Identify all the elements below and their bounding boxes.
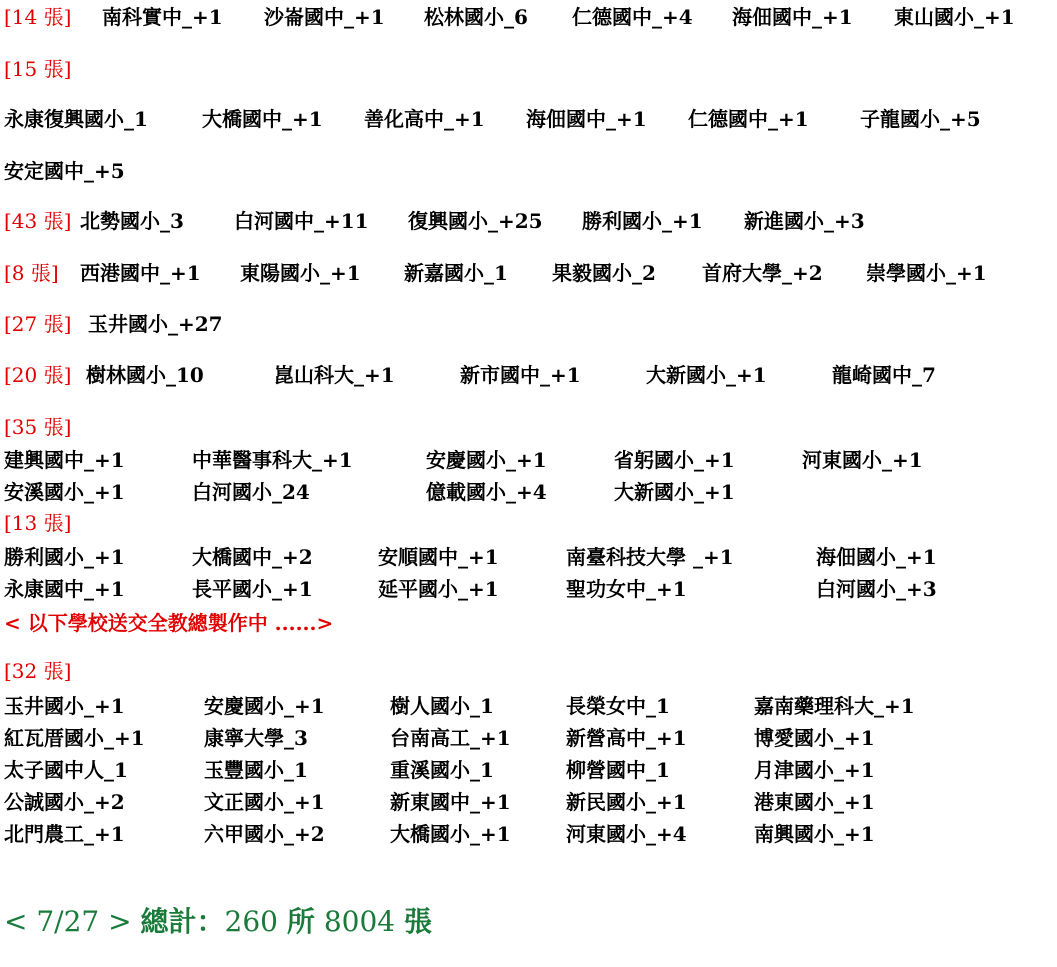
school-entry: 沙崙國中_+1 — [264, 5, 385, 29]
school-entry: 新進國小_+3 — [744, 209, 865, 233]
school-entry: 崑山科大_+1 — [274, 363, 395, 387]
school-entry: 白河國小_+3 — [816, 577, 937, 601]
school-entry: 大新國小_+1 — [646, 363, 767, 387]
school-entry: 康寧大學_3 — [204, 726, 308, 750]
school-entry: 南興國小_+1 — [754, 822, 875, 846]
school-entry: 仁德國中_+1 — [688, 107, 809, 131]
row-8 — [4, 260, 987, 286]
school-entry: 玉豐國小_1 — [204, 758, 308, 782]
card-unit: 張 — [403, 905, 432, 938]
row-15 — [4, 56, 71, 82]
school-entry: 樹林國小_10 — [86, 363, 204, 387]
row-32 — [4, 658, 71, 684]
school-entry: 博愛國小_+1 — [754, 726, 875, 750]
row-27 — [4, 311, 223, 337]
school-entry: 永康復興國小_1 — [4, 107, 148, 131]
total-label: 總計： — [140, 905, 225, 938]
school-entry: 新嘉國小_1 — [404, 261, 508, 285]
school-entry: 紅瓦厝國小_+1 — [4, 726, 145, 750]
school-entry: 公誠國小_+2 — [4, 790, 125, 814]
school-unit: 所 — [286, 905, 315, 938]
school-entry: 海佃國中_+1 — [526, 107, 647, 131]
page-indicator[interactable]: < 7/27 > — [4, 905, 132, 938]
school-entry: 西港國中_+1 — [80, 261, 201, 285]
school-entry: 安慶國小_+1 — [204, 694, 325, 718]
row-15-list-b — [4, 158, 125, 184]
school-entry: 安慶國小_+1 — [426, 448, 547, 472]
count-tag: [43 張] — [4, 209, 72, 233]
row-14 — [4, 4, 1015, 30]
school-entry: 六甲國小_+2 — [204, 822, 325, 846]
school-entry: 首府大學_+2 — [702, 261, 823, 285]
school-entry: 北勢國小_3 — [80, 209, 184, 233]
school-entry: 安定國中_+5 — [4, 159, 125, 183]
school-entry: 嘉南藥理科大_+1 — [754, 694, 915, 718]
school-entry: 重溪國小_1 — [390, 758, 494, 782]
school-entry: 玉井國小_+27 — [88, 312, 223, 336]
school-entry: 建興國中_+1 — [4, 448, 125, 472]
school-entry: 仁德國中_+4 — [572, 5, 693, 29]
school-entry: 玉井國小_+1 — [4, 694, 125, 718]
school-entry: 永康國中_+1 — [4, 577, 125, 601]
school-entry: 南臺科技大學 _+1 — [566, 545, 734, 569]
row-13 — [4, 510, 71, 536]
school-entry: 港東國小_+1 — [754, 790, 875, 814]
school-entry: 勝利國小_+1 — [582, 209, 703, 233]
school-entry: 大橋國中_+2 — [192, 545, 313, 569]
school-entry: 省躬國小_+1 — [614, 448, 735, 472]
school-entry: 月津國小_+1 — [754, 758, 875, 782]
row-43 — [4, 208, 865, 234]
school-entry: 復興國小_+25 — [408, 209, 543, 233]
count-tag: [35 張] — [4, 415, 72, 439]
school-entry: 河東國小_+1 — [802, 448, 923, 472]
school-entry: 白河國小_24 — [192, 480, 310, 504]
card-total: 8004 — [323, 905, 396, 938]
school-entry: 大橋國小_+1 — [390, 822, 511, 846]
school-entry: 白河國中_+11 — [234, 209, 369, 233]
row-20 — [4, 362, 936, 388]
school-entry: 東陽國小_+1 — [240, 261, 361, 285]
count-tag: [20 張] — [4, 363, 72, 387]
school-entry: 崇學國小_+1 — [866, 261, 987, 285]
count-tag: [15 張] — [4, 57, 72, 81]
school-entry: 松林國小_6 — [424, 5, 528, 29]
school-total: 260 — [224, 905, 278, 938]
school-entry: 大橋國中_+1 — [202, 107, 323, 131]
school-entry: 龍崎國中_7 — [832, 363, 936, 387]
school-entry: 新市國中_+1 — [460, 363, 581, 387]
school-entry: 勝利國小_+1 — [4, 545, 125, 569]
school-entry: 安順國中_+1 — [378, 545, 499, 569]
school-entry: 大新國小_+1 — [614, 480, 735, 504]
count-tag: [14 張] — [4, 5, 72, 29]
school-entry: 南科實中_+1 — [102, 5, 223, 29]
school-entry: 新營高中_+1 — [566, 726, 687, 750]
count-tag: [27 張] — [4, 312, 72, 336]
row-35 — [4, 414, 71, 440]
footer — [4, 900, 432, 940]
school-entry: 長平國小_+1 — [192, 577, 313, 601]
school-entry: 海佃國中_+1 — [732, 5, 853, 29]
school-entry: 樹人國小_1 — [390, 694, 494, 718]
school-entry: 文正國小_+1 — [204, 790, 325, 814]
school-entry: 果毅國小_2 — [552, 261, 656, 285]
school-entry: 中華醫事科大_+1 — [192, 448, 353, 472]
school-entry: 延平國小_+1 — [378, 577, 499, 601]
school-entry: 子龍國小_+5 — [860, 107, 981, 131]
school-entry: 億載國小_+4 — [426, 480, 547, 504]
count-tag: [13 張] — [4, 511, 72, 535]
school-entry: 新民國小_+1 — [566, 790, 687, 814]
count-tag: [32 張] — [4, 659, 72, 683]
school-entry: 聖功女中_+1 — [566, 577, 687, 601]
school-entry: 太子國中人_1 — [4, 758, 128, 782]
school-entry: 安溪國小_+1 — [4, 480, 125, 504]
school-entry: 長榮女中_1 — [566, 694, 670, 718]
count-tag: [8 張] — [4, 261, 59, 285]
school-entry: 北門農工_+1 — [4, 822, 125, 846]
production-note: < 以下學校送交全教總製作中 ......> — [4, 611, 334, 635]
school-entry: 河東國小_+4 — [566, 822, 687, 846]
school-entry: 善化高中_+1 — [364, 107, 485, 131]
school-entry: 海佃國小_+1 — [816, 545, 937, 569]
school-entry: 東山國小_+1 — [894, 5, 1015, 29]
school-entry: 新東國中_+1 — [390, 790, 511, 814]
school-entry: 台南高工_+1 — [390, 726, 511, 750]
school-entry: 柳營國中_1 — [566, 758, 670, 782]
